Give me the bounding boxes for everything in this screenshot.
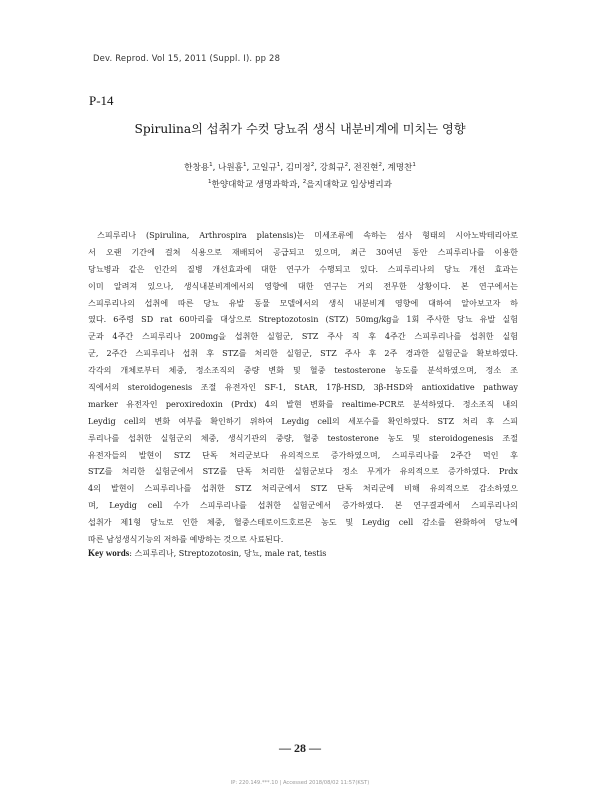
author xyxy=(218,163,246,173)
body-line: marker 유전자인 peroxiredoxin (Prdx) 4의 발현 변화를 realtime-PCR로 분석하였다. 정소조직 내의 xyxy=(88,398,518,409)
body-line: 따른 남성생식기능의 저하를 예방하는 것으로 사료된다. xyxy=(88,534,284,545)
affiliation xyxy=(208,180,297,190)
body-line: STZ를 처리한 실험군에서 STZ를 단독 처리한 실험군보다 정소 무게가 유의적으로 증가하였다. Prdx xyxy=(88,466,518,477)
abstract-body xyxy=(88,227,518,548)
author-affiliation-mark: 2 xyxy=(378,162,382,168)
author xyxy=(252,163,280,173)
author xyxy=(354,163,382,173)
body-line: 각각의 개체로부터 체중, 정소조직의 중량 변화 및 혈중 testosterone 농도를 분석하였으며, 정소 조 xyxy=(88,365,518,376)
body-line: 이미 알려져 있으나, 생식내분비계에서의 영향에 대한 연구는 거의 전무한 상황이다. 본 연구에서는 xyxy=(88,280,518,291)
affiliation-number: 2 xyxy=(302,179,307,185)
author-affiliation-mark: 1 xyxy=(276,162,281,168)
affiliation-name: 을지대학교 임상병리과 xyxy=(306,180,392,190)
author-name: 계명찬 xyxy=(387,163,413,173)
author-name: 한창용 xyxy=(184,163,210,173)
abstract-id: P-14 xyxy=(89,93,114,108)
body-line: 스피루리나 (Spirulina, Arthrospira platensis)는 미세조류에 속하는 섬사 형태의 시아노박테리아로 xyxy=(97,230,518,240)
access-footer: IP: 220.149.***.10 | Accessed 2018/08/02 11:57(KST) xyxy=(230,780,370,786)
affiliation-list: $^1$한양대학교 생명과학과, $^2$을지대학교 임상병리과 xyxy=(208,179,392,190)
body-line: 직에서의 steroidogenesis 조절 유전자인 SF-1, StAR, 17β-HSD, 3β-HSD와 antioxidative pathway xyxy=(88,382,518,393)
author-name: 전진현 xyxy=(353,163,379,173)
affiliation xyxy=(303,180,392,190)
author-affiliation-mark: 1 xyxy=(242,162,247,168)
author-affiliation-mark: 1 xyxy=(209,162,213,168)
author-affiliation-mark: 2 xyxy=(344,162,349,168)
author xyxy=(387,163,415,173)
journal-header: Dev. Reprod. Vol 15, 2011 (Suppl. I). pp 28 xyxy=(93,53,281,63)
author xyxy=(286,163,314,173)
author-name: 고일규 xyxy=(251,163,277,173)
body-line: 섭취가 제1형 당뇨로 인한 체중, 혈중스테로이드호르몬 농도 및 Leydig cell 감소를 완화하여 당뇨에 xyxy=(88,517,518,528)
author-name: 나원흠 xyxy=(218,163,243,173)
keywords-label: Key words xyxy=(88,548,130,558)
author-list: 한창용$^1$, 나원흠$^1$, 고일규$^1$, 김미정$^2$, 강희규$^2$, 전진현$^2$, 계명찬$^1$ xyxy=(184,162,416,173)
body-line: 서 오랜 기간에 걸쳐 식용으로 재배되어 공급되고 있으며, 최근 30여년 동안 스피루리나를 이용한 xyxy=(88,246,518,257)
page-number: — 28 — xyxy=(279,741,321,755)
abstract-title: Spirulina의 섭취가 수컷 당뇨쥐 생식 내분비계에 미치는 영향 xyxy=(134,122,466,136)
body-line: 유전자들의 발현이 STZ 단독 처리군보다 유의적으로 증가하였으며, 스피루리나를 2주간 먹인 후 xyxy=(88,449,518,460)
author-name: 강희규 xyxy=(319,163,345,173)
keywords xyxy=(88,548,326,559)
body-line: 군과 4주간 스피루리나 200mg을 섭취한 실험군, STZ 주사 직 후 4주간 스피루리나를 섭취한 실험 xyxy=(88,331,518,342)
author xyxy=(184,163,212,173)
body-line: 며, Leydig cell 수가 스피루리나를 섭취한 실험군에서 증가하였다. 본 연구결과에서 스피루리나의 xyxy=(88,500,518,511)
affiliation-number: 1 xyxy=(208,179,212,185)
author xyxy=(320,163,348,173)
body-line: 당뇨병과 같은 인간의 질병 개선효과에 대한 연구가 수행되고 있다. 스피루리나의 당뇨 개선 효과는 xyxy=(88,263,518,274)
body-line: 군, 2주간 스피루리나 섭취 후 STZ를 처리한 실험군, STZ 주사 후 2주 경과한 실험군을 확보하였다. xyxy=(88,348,518,359)
body-line: Leydig cell의 변화 여부를 확인하기 위하여 Leydig cell의 세포수를 확인하였다. STZ 처리 후 스피 xyxy=(88,415,518,426)
author-affiliation-mark: 2 xyxy=(310,162,315,168)
body-line: 4의 발현이 스피루리나를 섭취한 STZ 처리군에서 STZ 단독 처리군에 비해 유의적으로 감소하였으 xyxy=(88,483,518,494)
affiliation-name: 한양대학교 생명과학과 xyxy=(211,180,298,190)
author-name: 김미정 xyxy=(285,163,311,173)
body-line: 였다. 6주령 SD rat 60마리를 대상으로 Streptozotosin (STZ) 50mg/kg을 1회 주사한 당뇨 유발 실험 xyxy=(88,314,518,325)
body-line: 스피루리나의 섭취에 따른 당뇨 유발 동물 모델에서의 생식 내분비계 영향에 대하여 알아보고자 하 xyxy=(88,297,518,308)
author-affiliation-mark: 1 xyxy=(412,162,416,168)
body-line: 루리나를 섭취한 실험군의 체중, 생식기관의 중량, 혈중 testosterone 농도 및 steroidogenesis 조절 xyxy=(88,432,518,443)
keywords-list: : 스피루리나, Streptozotosin, 당뇨, male rat, testis xyxy=(129,548,327,558)
